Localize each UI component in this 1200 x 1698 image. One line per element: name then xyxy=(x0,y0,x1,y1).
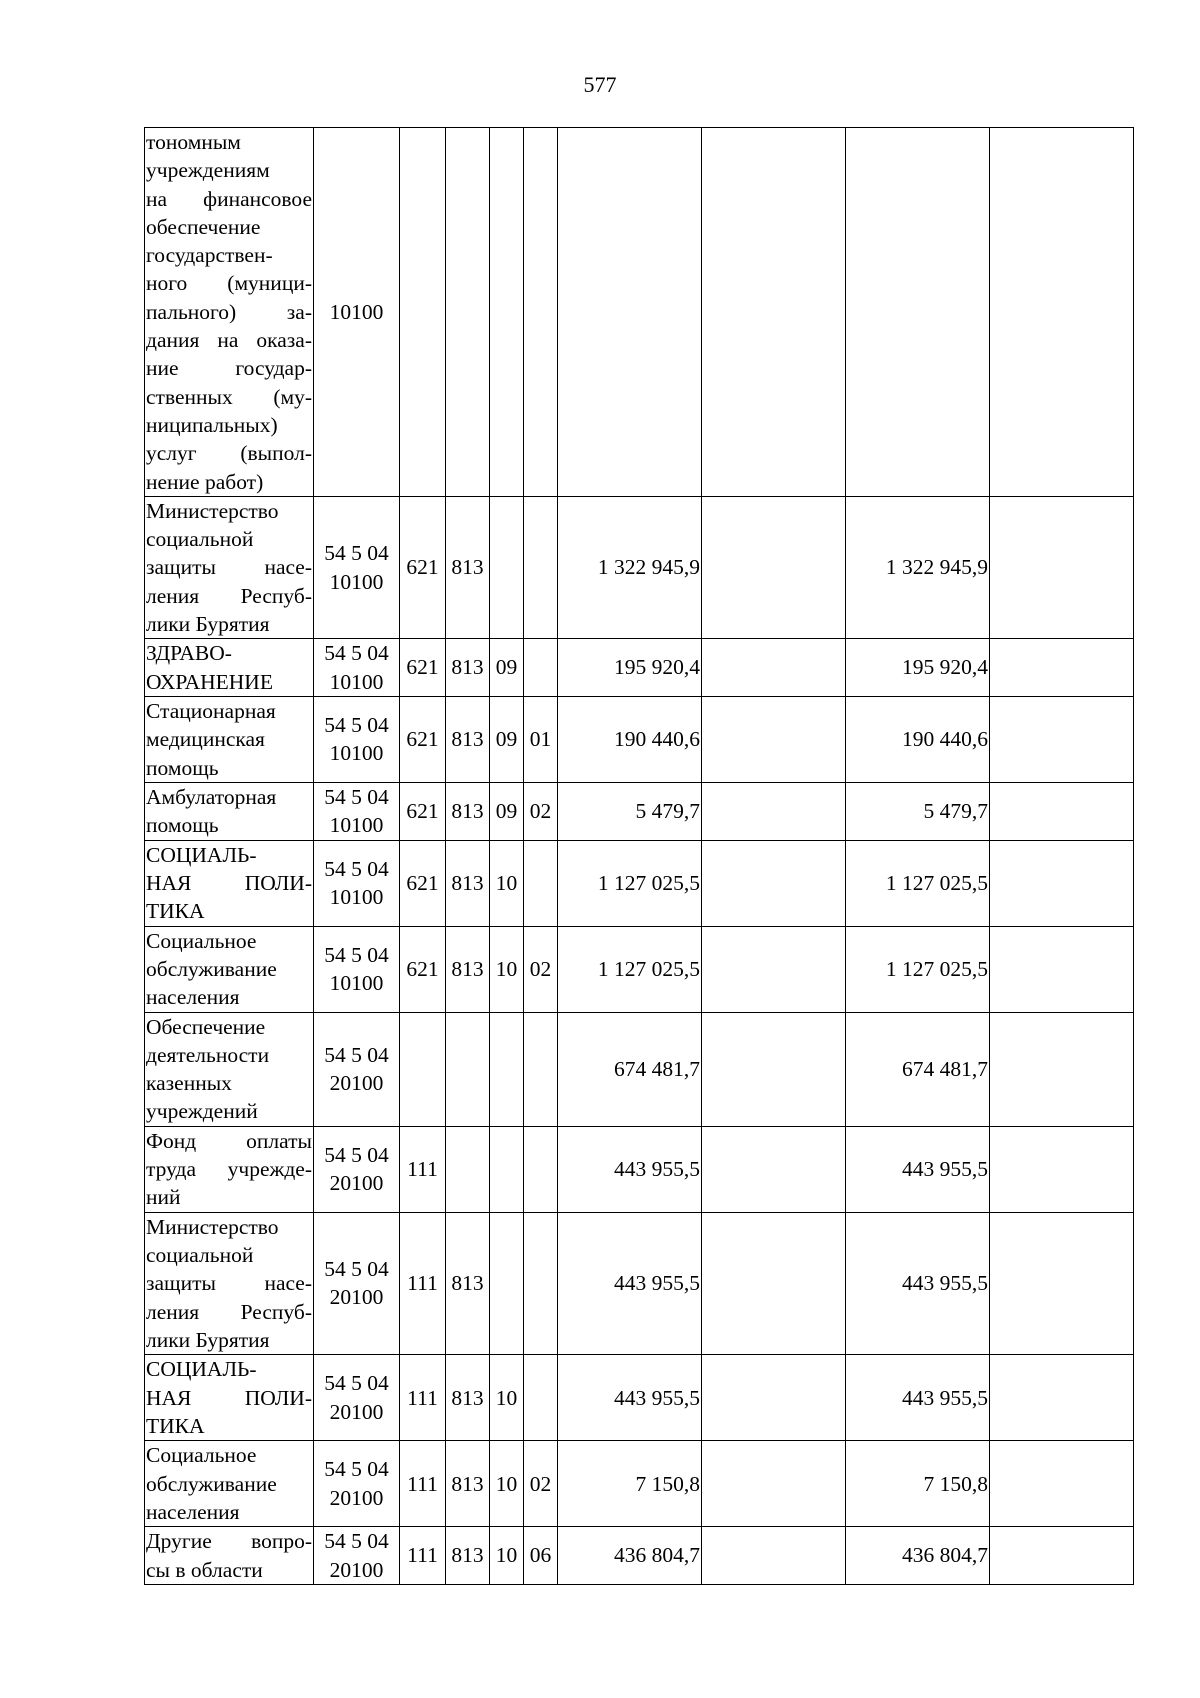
row-grbs-cell: 813 xyxy=(446,1527,490,1585)
row-name-line: ЗДРАВО- xyxy=(146,641,232,666)
table-row xyxy=(145,782,1134,840)
row-sum2-cell xyxy=(702,1355,846,1441)
row-name-line: Амбулаторная xyxy=(146,784,277,809)
row-sum4-cell xyxy=(990,840,1134,926)
row-name-cell xyxy=(145,496,314,638)
row-code-cell xyxy=(314,1441,400,1527)
row-name-line: тономным xyxy=(146,130,241,154)
row-name-line: лики Бурятия xyxy=(146,612,270,637)
row-pr-cell: 06 xyxy=(524,1527,558,1585)
row-pr-cell xyxy=(524,1212,558,1354)
table-row xyxy=(145,1441,1134,1527)
table-row xyxy=(145,496,1134,638)
row-rz-cell: 10 xyxy=(490,926,524,1012)
row-sum2-cell xyxy=(702,1441,846,1527)
row-name-line: государствен- xyxy=(146,243,273,268)
row-rz-cell: 10 xyxy=(490,1441,524,1527)
row-code-line: 10100 xyxy=(329,299,384,324)
row-name-line: учреждений xyxy=(146,1099,258,1124)
row-name-line: учреждениям xyxy=(146,158,270,183)
row-sum2-cell xyxy=(702,639,846,697)
row-sum3-cell: 443 955,5 xyxy=(846,1126,990,1212)
row-name-line: СОЦИАЛЬ- xyxy=(146,1357,257,1382)
row-vr-cell: 111 xyxy=(400,1212,446,1354)
row-grbs-cell xyxy=(446,1012,490,1126)
row-code-line: 10100 xyxy=(329,741,384,766)
row-sum1-cell: 1 127 025,5 xyxy=(558,840,702,926)
row-name-line: ниципальных) xyxy=(146,412,278,437)
row-name-line: дания на оказа- xyxy=(146,328,312,353)
row-code-cell xyxy=(314,1527,400,1585)
row-sum3-cell: 436 804,7 xyxy=(846,1527,990,1585)
row-name-line: Фонд оплаты xyxy=(146,1128,312,1153)
budget-table xyxy=(144,127,1134,1585)
row-grbs-cell: 813 xyxy=(446,496,490,638)
row-name-line: Другие вопро- xyxy=(146,1529,312,1554)
row-code-line: 10100 xyxy=(329,669,384,694)
row-code-cell xyxy=(314,782,400,840)
row-grbs-cell: 813 xyxy=(446,639,490,697)
row-vr-cell: 621 xyxy=(400,639,446,697)
row-grbs-cell xyxy=(446,128,490,497)
row-pr-cell xyxy=(524,496,558,638)
row-pr-cell xyxy=(524,128,558,497)
row-rz-cell: 10 xyxy=(490,1355,524,1441)
row-name-cell xyxy=(145,926,314,1012)
row-sum2-cell xyxy=(702,1212,846,1354)
row-rz-cell: 09 xyxy=(490,782,524,840)
row-sum4-cell xyxy=(990,1355,1134,1441)
row-sum1-cell: 1 127 025,5 xyxy=(558,926,702,1012)
row-sum3-cell: 195 920,4 xyxy=(846,639,990,697)
row-sum4-cell xyxy=(990,926,1134,1012)
row-name-line: Обеспечение xyxy=(146,1014,266,1039)
row-code-line: 20100 xyxy=(329,1557,384,1582)
row-name-line: помощь xyxy=(146,813,219,838)
row-name-line: услуг (выпол- xyxy=(146,441,312,466)
row-vr-cell: 111 xyxy=(400,1355,446,1441)
row-name-line: обслуживание xyxy=(146,956,277,981)
table-row xyxy=(145,1212,1134,1354)
row-code-cell xyxy=(314,128,400,497)
row-name-line: социальной xyxy=(146,1243,254,1268)
row-sum1-cell xyxy=(558,128,702,497)
row-name-line: сы в области xyxy=(146,1557,263,1582)
row-code-line: 54 5 04 xyxy=(324,1457,389,1482)
row-sum2-cell xyxy=(702,1527,846,1585)
row-name-line: защиты насе- xyxy=(146,555,312,580)
row-pr-cell: 02 xyxy=(524,782,558,840)
row-grbs-cell: 813 xyxy=(446,840,490,926)
row-code-line: 20100 xyxy=(329,1485,384,1510)
row-sum1-cell: 1 322 945,9 xyxy=(558,496,702,638)
row-vr-cell: 111 xyxy=(400,1126,446,1212)
row-sum2-cell xyxy=(702,128,846,497)
row-sum1-cell: 5 479,7 xyxy=(558,782,702,840)
row-name-line: Министерство xyxy=(146,498,279,523)
row-vr-cell: 621 xyxy=(400,926,446,1012)
row-name-line: Социальное xyxy=(146,1443,257,1468)
row-code-line: 10100 xyxy=(329,885,384,910)
row-rz-cell xyxy=(490,128,524,497)
row-code-cell xyxy=(314,926,400,1012)
row-code-line: 20100 xyxy=(329,1399,384,1424)
row-name-line: помощь xyxy=(146,755,219,780)
row-vr-cell: 621 xyxy=(400,696,446,782)
row-sum4-cell xyxy=(990,1126,1134,1212)
row-sum1-cell: 443 955,5 xyxy=(558,1126,702,1212)
table-body xyxy=(145,128,1134,1585)
row-sum3-cell: 674 481,7 xyxy=(846,1012,990,1126)
row-name-cell xyxy=(145,696,314,782)
row-sum2-cell xyxy=(702,1126,846,1212)
row-pr-cell xyxy=(524,1126,558,1212)
row-name-line: НАЯ ПОЛИ- xyxy=(146,1385,312,1410)
row-vr-cell: 621 xyxy=(400,496,446,638)
row-name-line: защиты насе- xyxy=(146,1271,312,1296)
row-vr-cell: 111 xyxy=(400,1527,446,1585)
row-sum4-cell xyxy=(990,696,1134,782)
row-sum1-cell: 195 920,4 xyxy=(558,639,702,697)
table-row xyxy=(145,1355,1134,1441)
row-name-line: ления Респуб- xyxy=(146,1299,312,1324)
row-code-cell xyxy=(314,840,400,926)
row-code-cell xyxy=(314,1126,400,1212)
row-rz-cell: 10 xyxy=(490,840,524,926)
row-name-cell xyxy=(145,639,314,697)
table-row xyxy=(145,1527,1134,1585)
row-vr-cell: 621 xyxy=(400,782,446,840)
row-code-line: 10100 xyxy=(329,813,384,838)
row-rz-cell xyxy=(490,1212,524,1354)
row-vr-cell xyxy=(400,1012,446,1126)
row-sum1-cell: 7 150,8 xyxy=(558,1441,702,1527)
row-code-line: 20100 xyxy=(329,1071,384,1096)
row-code-line: 54 5 04 xyxy=(324,713,389,738)
row-vr-cell: 111 xyxy=(400,1441,446,1527)
row-name-line: нение работ) xyxy=(146,469,264,494)
table-row xyxy=(145,639,1134,697)
row-code-line: 20100 xyxy=(329,1171,384,1196)
row-vr-cell: 621 xyxy=(400,840,446,926)
row-sum2-cell xyxy=(702,496,846,638)
table-row xyxy=(145,840,1134,926)
table-row xyxy=(145,1126,1134,1212)
row-name-line: медицинская xyxy=(146,727,265,752)
table-row xyxy=(145,696,1134,782)
row-sum3-cell: 443 955,5 xyxy=(846,1212,990,1354)
table-row xyxy=(145,128,1134,497)
row-name-cell xyxy=(145,1212,314,1354)
row-rz-cell xyxy=(490,496,524,638)
row-sum3-cell: 190 440,6 xyxy=(846,696,990,782)
row-grbs-cell: 813 xyxy=(446,1212,490,1354)
table-row xyxy=(145,926,1134,1012)
row-grbs-cell: 813 xyxy=(446,696,490,782)
row-name-line: ТИКА xyxy=(146,1413,205,1438)
row-name-line: ления Респуб- xyxy=(146,583,312,608)
row-code-line: 10100 xyxy=(329,971,384,996)
row-name-line: населения xyxy=(146,985,240,1010)
row-sum4-cell xyxy=(990,1441,1134,1527)
row-name-line: обеспечение xyxy=(146,214,261,239)
row-sum1-cell: 674 481,7 xyxy=(558,1012,702,1126)
row-name-line: ние государ- xyxy=(146,356,312,381)
row-vr-cell xyxy=(400,128,446,497)
row-name-line: Социальное xyxy=(146,928,257,953)
row-pr-cell xyxy=(524,639,558,697)
row-sum1-cell: 190 440,6 xyxy=(558,696,702,782)
row-name-cell xyxy=(145,1527,314,1585)
row-name-cell xyxy=(145,1012,314,1126)
row-sum4-cell xyxy=(990,782,1134,840)
row-sum3-cell: 443 955,5 xyxy=(846,1355,990,1441)
table-row xyxy=(145,1012,1134,1126)
row-sum3-cell: 1 127 025,5 xyxy=(846,840,990,926)
row-name-line: Стационарная xyxy=(146,698,276,723)
row-name-cell xyxy=(145,1355,314,1441)
row-sum2-cell xyxy=(702,840,846,926)
row-code-line: 54 5 04 xyxy=(324,1042,389,1067)
row-sum3-cell: 1 127 025,5 xyxy=(846,926,990,1012)
row-code-line: 54 5 04 xyxy=(324,1142,389,1167)
row-name-line: Министерство xyxy=(146,1214,279,1239)
row-pr-cell: 02 xyxy=(524,926,558,1012)
row-code-line: 54 5 04 xyxy=(324,1257,389,1282)
row-name-line: ний xyxy=(146,1185,181,1210)
row-name-line: труда учрежде- xyxy=(146,1157,312,1182)
row-pr-cell: 01 xyxy=(524,696,558,782)
row-sum4-cell xyxy=(990,496,1134,638)
row-name-line: ственных (му- xyxy=(146,384,312,409)
row-code-line: 54 5 04 xyxy=(324,856,389,881)
row-rz-cell: 10 xyxy=(490,1527,524,1585)
row-sum3-cell xyxy=(846,128,990,497)
row-name-line: НАЯ ПОЛИ- xyxy=(146,870,312,895)
row-grbs-cell: 813 xyxy=(446,782,490,840)
row-grbs-cell: 813 xyxy=(446,1355,490,1441)
row-code-cell xyxy=(314,496,400,638)
row-name-cell xyxy=(145,1126,314,1212)
row-code-cell xyxy=(314,1355,400,1441)
row-sum4-cell xyxy=(990,1012,1134,1126)
row-sum4-cell xyxy=(990,1212,1134,1354)
row-code-line: 54 5 04 xyxy=(324,1371,389,1396)
row-sum1-cell: 436 804,7 xyxy=(558,1527,702,1585)
row-pr-cell xyxy=(524,1012,558,1126)
row-name-line: на финансовое xyxy=(146,186,312,211)
row-rz-cell xyxy=(490,1012,524,1126)
row-code-line: 20100 xyxy=(329,1285,384,1310)
row-sum2-cell xyxy=(702,1012,846,1126)
row-rz-cell: 09 xyxy=(490,639,524,697)
row-name-cell xyxy=(145,840,314,926)
row-sum2-cell xyxy=(702,696,846,782)
row-pr-cell xyxy=(524,1355,558,1441)
row-sum3-cell: 7 150,8 xyxy=(846,1441,990,1527)
row-name-line: пального) за- xyxy=(146,299,312,324)
row-name-cell xyxy=(145,782,314,840)
row-name-line: деятельности xyxy=(146,1042,270,1067)
row-sum1-cell: 443 955,5 xyxy=(558,1212,702,1354)
row-sum3-cell: 5 479,7 xyxy=(846,782,990,840)
row-name-cell xyxy=(145,1441,314,1527)
row-code-cell xyxy=(314,696,400,782)
row-grbs-cell: 813 xyxy=(446,1441,490,1527)
row-pr-cell xyxy=(524,840,558,926)
row-sum4-cell xyxy=(990,1527,1134,1585)
row-name-line: ного (муници- xyxy=(146,271,312,296)
row-grbs-cell: 813 xyxy=(446,926,490,1012)
row-name-cell xyxy=(145,128,314,497)
page-number: 577 xyxy=(583,72,617,97)
row-code-cell xyxy=(314,639,400,697)
row-code-line: 54 5 04 xyxy=(324,641,389,666)
row-name-line: ТИКА xyxy=(146,899,205,924)
row-name-line: лики Бурятия xyxy=(146,1327,270,1352)
row-rz-cell xyxy=(490,1126,524,1212)
row-code-line: 54 5 04 xyxy=(324,942,389,967)
row-name-line: СОЦИАЛЬ- xyxy=(146,842,257,867)
row-code-cell xyxy=(314,1212,400,1354)
row-sum4-cell xyxy=(990,128,1134,497)
row-grbs-cell xyxy=(446,1126,490,1212)
row-code-line: 54 5 04 xyxy=(324,1529,389,1554)
row-sum2-cell xyxy=(702,782,846,840)
row-code-line: 54 5 04 xyxy=(324,784,389,809)
row-sum2-cell xyxy=(702,926,846,1012)
row-rz-cell: 09 xyxy=(490,696,524,782)
row-code-line: 54 5 04 xyxy=(324,541,389,566)
row-name-line: обслуживание xyxy=(146,1471,277,1496)
row-name-line: казенных xyxy=(146,1071,232,1096)
row-name-line: социальной xyxy=(146,527,254,552)
row-pr-cell: 02 xyxy=(524,1441,558,1527)
row-sum3-cell: 1 322 945,9 xyxy=(846,496,990,638)
row-code-line: 10100 xyxy=(329,569,384,594)
row-name-line: населения xyxy=(146,1499,240,1524)
row-sum4-cell xyxy=(990,639,1134,697)
row-code-cell xyxy=(314,1012,400,1126)
row-name-line: ОХРАНЕНИЕ xyxy=(146,669,273,694)
row-sum1-cell: 443 955,5 xyxy=(558,1355,702,1441)
